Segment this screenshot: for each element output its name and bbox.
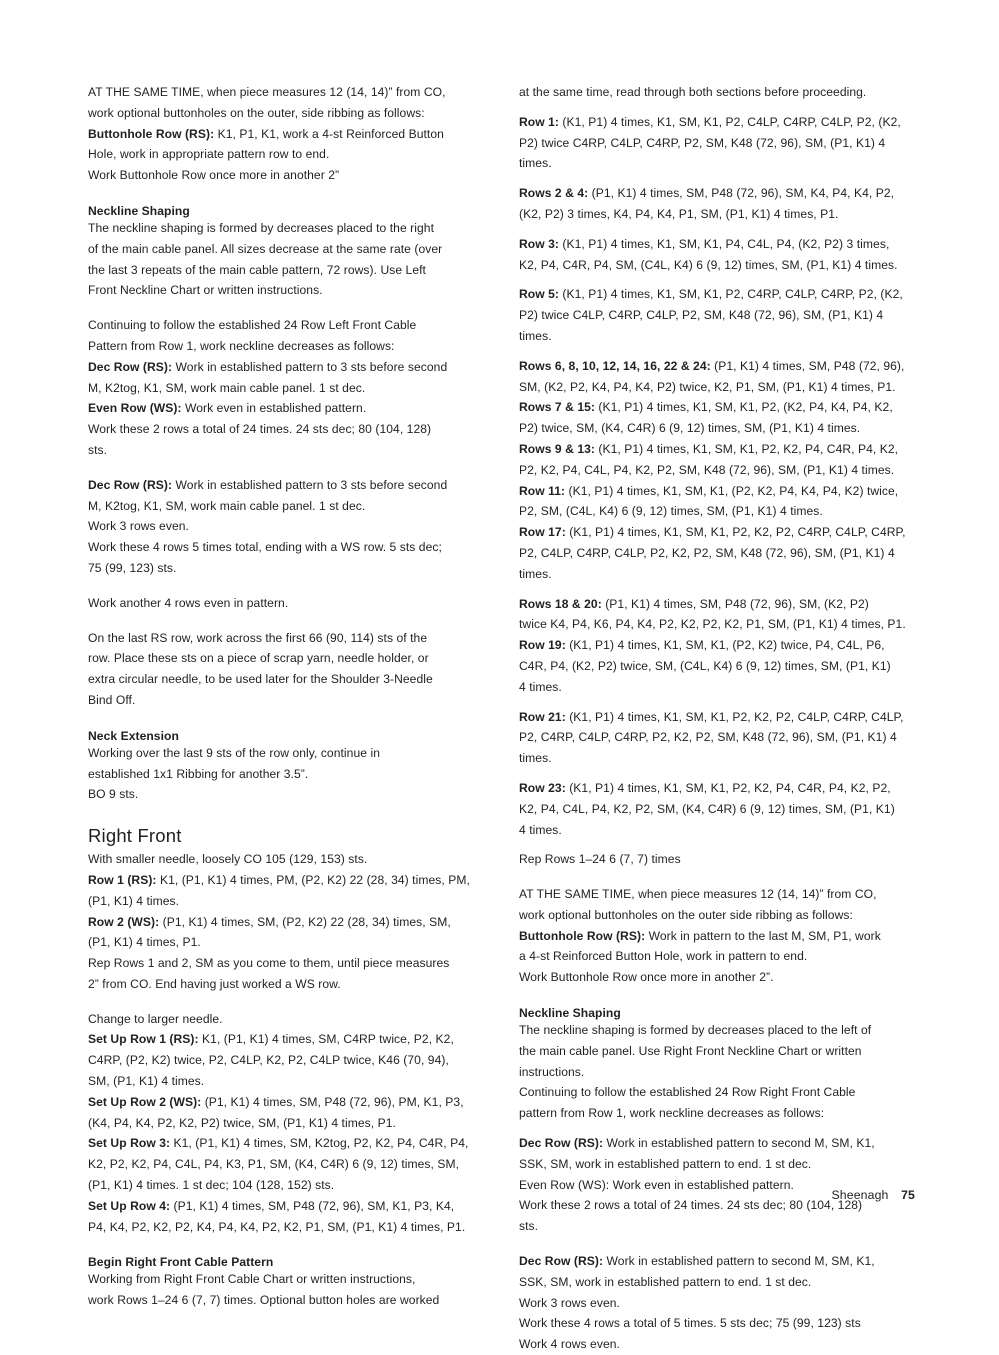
row-label: Rows 6, 8, 10, 12, 14, 16, 22 & 24: xyxy=(519,358,711,373)
text-line: SM, (P1, K1) 4 times. xyxy=(88,1074,205,1089)
text-line: the main cable panel. Use Right Front Neckline Chart or written xyxy=(519,1043,862,1058)
row-instruction-1 xyxy=(519,112,913,174)
text-line: a 4-st Reinforced Button Hole, work in pattern to end. xyxy=(519,949,808,964)
paragraph-same-time-buttonholes xyxy=(88,82,482,186)
text-line: SSK, SM, work in established pattern to end. 1 st dec. xyxy=(519,1274,812,1289)
text-line: (K1, P1) 4 times, K1, SM, K1, P2, K2, P2, C4RP, C4LP, C4RP, xyxy=(565,525,906,540)
row-label: Rows 9 & 13: xyxy=(519,441,595,456)
instruction-label: Dec Row (RS): xyxy=(88,359,173,374)
paragraph-neckline-intro xyxy=(88,218,482,301)
paragraph-dec-row-2-right xyxy=(519,1251,913,1313)
paragraph-continuing-left xyxy=(88,315,482,357)
row-label: Row 11: xyxy=(519,483,566,498)
row-instruction-21 xyxy=(519,707,913,769)
paragraph-work-these-2-rows xyxy=(88,419,482,461)
text-line: (K1, P1) 4 times, K1, SM, K1, P4, C4L, P4, (K2, P2) 3 times, xyxy=(559,236,890,251)
text-line: M, K2tog, K1, SM, work main cable panel. 1 st dec. xyxy=(88,498,366,513)
text-line: of the main cable panel. All sizes decrease at the same rate (over xyxy=(88,241,443,256)
row-label: Row 23: xyxy=(519,780,566,795)
text-line: Work Buttonhole Row once more in another 2”. xyxy=(519,970,774,985)
text-line: BO 9 sts. xyxy=(88,787,139,802)
text-line: established 1x1 Ribbing for another 3.5”. xyxy=(88,766,309,781)
text-line: Continuing to follow the established 24 Row Right Front Cable xyxy=(519,1085,856,1100)
row-label: Rows 18 & 20: xyxy=(519,596,602,611)
footer-page-number: 75 xyxy=(901,1188,915,1202)
paragraph-rep-rows: Rep Rows 1–24 6 (7, 7) times xyxy=(519,852,681,867)
text-line: K1, (P1, K1) 4 times, SM, K2tog, P2, K2, P4, C4R, P4, xyxy=(170,1136,469,1151)
instruction-label: Dec Row (RS): xyxy=(519,1254,604,1269)
text-line: instructions. xyxy=(519,1064,585,1079)
paragraph-begin-cable xyxy=(88,1269,482,1311)
paragraph-closing-right xyxy=(519,1313,913,1355)
text-line: Rep Rows 1 and 2, SM as you come to them, until piece measures xyxy=(88,956,450,971)
two-column-body xyxy=(88,82,914,1355)
instruction-label: Set Up Row 1 (RS): xyxy=(88,1032,199,1047)
text-line: (P1, K1) 4 times. 1 st dec; 104 (128, 152) sts. xyxy=(88,1178,335,1193)
instruction-label: Buttonhole Row (RS): xyxy=(519,928,646,943)
instruction-label: Even Row (WS): xyxy=(88,401,182,416)
text-line: M, K2tog, K1, SM, work main cable panel. 1 st dec. xyxy=(88,380,366,395)
paragraph-continuing-right xyxy=(519,1082,913,1124)
row-instruction-17 xyxy=(519,522,913,584)
text-line: Work these 4 rows a total of 5 times. 5 sts dec; 75 (99, 123) sts xyxy=(519,1316,861,1331)
text-line: K1, P1, K1, work a 4-st Reinforced Button xyxy=(214,126,444,141)
heading-neckline-shaping-right: Neckline Shaping xyxy=(519,1006,621,1021)
paragraph-intro-right xyxy=(519,82,913,103)
text-line: Work another 4 rows even in pattern. xyxy=(88,595,289,610)
text-line: K1, (P1, K1) 4 times, PM, (P2, K2) 22 (28, 34) times, PM, xyxy=(156,872,470,887)
row-label: Row 3: xyxy=(519,236,560,251)
instruction-label: Set Up Row 4: xyxy=(88,1198,171,1213)
text-line: (P1, K1) 4 times, SM, P48 (72, 96), SM, K4, P4, K4, P2, xyxy=(588,186,895,201)
text-line: Work Buttonhole Row once more in another 2” xyxy=(88,168,340,183)
text-line: (P1, K1) 4 times, P1. xyxy=(88,935,201,950)
text-line: Bind Off. xyxy=(88,692,136,707)
text-line: work optional buttonholes on the outer side ribbing as follows: xyxy=(519,907,853,922)
text-line: (K1, P1) 4 times, K1, SM, K1, P2, K2, P4, C4R, P4, K2, xyxy=(595,441,899,456)
text-line: P2, C4LP, C4RP, C4LP, P2, K2, P2, SM, K48 (72, 96), SM, (P1, K1) 4 xyxy=(519,545,895,560)
text-line: Work 3 rows even. xyxy=(88,519,189,534)
row-instruction-6-24 xyxy=(519,356,913,398)
text-line: pattern from Row 1, work neckline decreases as follows: xyxy=(519,1106,825,1121)
text-line: C4R, P4, (K2, P2) twice, SM, (C4L, K4) 6 (9, 12) times, SM, (P1, K1) xyxy=(519,658,891,673)
text-line: P2, SM, (C4L, K4) 6 (9, 12) times, SM, (P1, K1) 4 times. xyxy=(519,504,823,519)
text-line: Work in pattern to the last M, SM, P1, work xyxy=(645,928,881,943)
text-line: (P1, K1) 4 times. xyxy=(88,893,180,908)
text-line: Work these 2 rows a total of 24 times. 24 sts dec; 80 (104, 128) xyxy=(519,1198,863,1213)
text-line: Work these 2 rows a total of 24 times. 24 sts dec; 80 (104, 128) xyxy=(88,422,432,437)
footer-pattern-name: Sheenagh xyxy=(831,1188,889,1202)
paragraph-neckline-intro-right xyxy=(519,1020,913,1082)
text-line: (K1, P1) 4 times, K1, SM, K1, P2, (K2, P4, K4, P4, K2, xyxy=(595,400,893,415)
text-line: (P1, K1) 4 times, SM, P48 (72, 96), PM, K1, P3, xyxy=(201,1094,464,1109)
text-line: K1, (P1, K1) 4 times, SM, C4RP twice, P2, K2, xyxy=(198,1032,454,1047)
paragraph-even-row xyxy=(88,398,482,419)
paragraph-work-another xyxy=(88,593,482,614)
text-line: sts. xyxy=(88,442,108,457)
paragraph-dec-row-1 xyxy=(88,357,482,399)
paragraph-same-time-right xyxy=(519,884,913,988)
text-line: Pattern from Row 1, work neckline decreases as follows: xyxy=(88,338,395,353)
row-label: Row 5: xyxy=(519,287,560,302)
row-instruction-23 xyxy=(519,778,913,840)
text-line: With smaller needle, loosely CO 105 (129, 153) sts. xyxy=(88,852,368,867)
page-footer xyxy=(88,1188,915,1202)
row-instruction-11 xyxy=(519,481,913,523)
heading-neck-extension: Neck Extension xyxy=(88,728,179,743)
text-line: work optional buttonholes on the outer, side ribbing as follows: xyxy=(88,105,425,120)
heading-right-front: Right Front xyxy=(88,825,182,847)
row-instruction-5 xyxy=(519,284,913,346)
heading-neckline-shaping: Neckline Shaping xyxy=(88,203,190,218)
row-label: Row 19: xyxy=(519,638,566,653)
paragraph-dec-row-2 xyxy=(88,475,482,537)
text-line: work Rows 1–24 6 (7, 7) times. Optional button holes are worked xyxy=(88,1293,440,1308)
text-line: extra circular needle, to be used later for the Shoulder 3-Needle xyxy=(88,672,433,687)
text-line: times. xyxy=(519,566,552,581)
row-instruction-9-13 xyxy=(519,439,913,481)
text-line: (K4, P4, K4, P2, K2, P2) twice, SM, (P1, K1) 4 times, P1. xyxy=(88,1115,396,1130)
text-line: (K1, P1) 4 times, K1, SM, K1, P2, C4LP, C4RP, C4LP, P2, (K2, xyxy=(559,114,901,129)
text-line: K2, P4, C4L, P4, K2, P2, SM, (K4, C4R) 6 (9, 12) times, SM, (P1, K1) xyxy=(519,801,895,816)
text-line: P2) twice C4LP, C4RP, C4LP, P2, SM, K48 (72, 96), SM, (P1, K1) 4 xyxy=(519,308,884,323)
row-label: Rows 2 & 4: xyxy=(519,186,589,201)
text-line: at the same time, read through both sections before proceeding. xyxy=(519,85,867,99)
paragraph-dec-row-1-right xyxy=(519,1133,913,1175)
text-line: The neckline shaping is formed by decreases placed to the left of xyxy=(519,1023,872,1038)
paragraph-last-rs-row xyxy=(88,628,482,711)
text-line: P2) twice C4RP, C4LP, C4RP, P2, SM, K48 (72, 96), SM, (P1, K1) 4 xyxy=(519,135,886,150)
text-line: 4 times. xyxy=(519,822,562,837)
paragraph-work-these-4-rows xyxy=(88,537,482,579)
text-line: (P1, K1) 4 times, SM, P48 (72, 96), xyxy=(710,358,905,373)
text-line: P2, K2, P4, C4L, P4, K2, P2, SM, K48 (72, 96), SM, (P1, K1) 4 times. xyxy=(519,462,895,477)
text-line: K2, P4, C4R, P4, SM, (C4L, K4) 6 (9, 12) times, SM, (P1, K1) 4 times. xyxy=(519,257,898,272)
paragraph-change-needle: Change to larger needle. xyxy=(88,1011,223,1026)
text-line: Work in established pattern to 3 sts before second xyxy=(172,359,448,374)
text-line: (P1, K1) 4 times, SM, P48 (72, 96), SM, (K2, P2) xyxy=(601,596,869,611)
paragraph-set-up-rows xyxy=(88,1029,482,1237)
text-line: P2, C4RP, C4LP, C4RP, P2, K2, P2, SM, K48 (72, 96), SM, (P1, K1) 4 xyxy=(519,730,897,745)
text-line: Working from Right Front Cable Chart or written instructions, xyxy=(88,1272,416,1287)
text-line: Even Row (WS): Work even in established pattern. xyxy=(519,1177,794,1192)
right-column xyxy=(519,82,913,1355)
text-line: AT THE SAME TIME, when piece measures 12 (14, 14)” from CO, xyxy=(519,887,877,902)
text-line: Work in established pattern to 3 sts before second xyxy=(172,477,448,492)
text-line: The neckline shaping is formed by decreases placed to the right xyxy=(88,220,434,235)
text-line: 2” from CO. End having just worked a WS row. xyxy=(88,976,341,991)
row-instruction-19 xyxy=(519,635,913,697)
text-line: Work 4 rows even. xyxy=(519,1337,620,1352)
text-line: SM, (K2, P2, K4, P4, K4, P2) twice, K2, P1, SM, (P1, K1) 4 times, P1. xyxy=(519,379,896,394)
text-line: Work even in established pattern. xyxy=(181,401,367,416)
text-line: P4, K4, P2, K2, P2, K4, P4, K4, P2, K2, P1, SM, (P1, K1) 4 times, P1. xyxy=(88,1219,466,1234)
left-column xyxy=(88,82,482,1355)
text-line: 75 (99, 123) sts. xyxy=(88,560,177,575)
text-line: sts. xyxy=(519,1219,539,1234)
text-line: P2) twice, SM, (K4, C4R) 6 (9, 12) times, SM, (P1, K1) 4 times. xyxy=(519,421,861,436)
text-line: K2, P2, K2, P4, C4L, P4, K3, P1, SM, (K4, C4R) 6 (9, 12) times, SM, xyxy=(88,1157,460,1172)
text-line: (P1, K1) 4 times, SM, P48 (72, 96), SM, K1, P3, K4, xyxy=(170,1198,455,1213)
text-line: Working over the last 9 sts of the row only, continue in xyxy=(88,745,380,760)
paragraph-neck-extension xyxy=(88,743,482,805)
text-line: Work in established pattern to second M, SM, K1, xyxy=(603,1136,875,1151)
text-line: twice K4, P4, K6, P4, K4, P2, K2, P2, K2, P1, SM, (P1, K1) 4 times, P1. xyxy=(519,617,906,632)
text-line: Hole, work in appropriate pattern row to end. xyxy=(88,147,330,162)
text-line: (P1, K1) 4 times, SM, (P2, K2) 22 (28, 34) times, SM, xyxy=(159,914,451,929)
text-line: SSK, SM, work in established pattern to end. 1 st dec. xyxy=(519,1156,812,1171)
text-line: AT THE SAME TIME, when piece measures 12 (14, 14)” from CO, xyxy=(88,85,446,99)
paragraph-right-front-setup xyxy=(88,849,482,995)
text-line: (K1, P1) 4 times, K1, SM, K1, (P2, K2, P4, K4, P4, K2) twice, xyxy=(565,483,899,498)
heading-begin-right-front-cable-pattern: Begin Right Front Cable Pattern xyxy=(88,1255,274,1270)
text-line: times. xyxy=(519,751,552,766)
text-line: times. xyxy=(519,328,552,343)
text-line: On the last RS row, work across the first 66 (90, 114) sts of the xyxy=(88,630,428,645)
text-line: (K2, P2) 3 times, K4, P4, K4, P1, SM, (P1, K1) 4 times, P1. xyxy=(519,206,839,221)
text-line: times. xyxy=(519,156,552,171)
text-line: 4 times. xyxy=(519,679,562,694)
row-instruction-2-4 xyxy=(519,183,913,225)
text-line: Continuing to follow the established 24 Row Left Front Cable xyxy=(88,318,417,333)
text-line: the last 3 repeats of the main cable pattern, 72 rows). Use Left xyxy=(88,262,426,277)
instruction-label: Dec Row (RS): xyxy=(88,477,173,492)
instruction-label: Row 1 (RS): xyxy=(88,872,157,887)
text-line: C4RP, (P2, K2) twice, P2, C4LP, K2, P2, C4LP twice, K46 (70, 94), xyxy=(88,1053,449,1068)
row-label: Row 17: xyxy=(519,525,566,540)
instruction-label: Row 2 (WS): xyxy=(88,914,160,929)
text-line: Work in established pattern to second M, SM, K1, xyxy=(603,1254,875,1269)
text-line: (K1, P1) 4 times, K1, SM, K1, P2, K2, P2, C4LP, C4RP, C4LP, xyxy=(565,709,904,724)
text-line: Front Neckline Chart or written instructions. xyxy=(88,283,323,298)
text-line: row. Place these sts on a piece of scrap yarn, needle holder, or xyxy=(88,651,429,666)
text-line: (K1, P1) 4 times, K1, SM, K1, (P2, K2) twice, P4, C4L, P6, xyxy=(565,638,885,653)
text-line: Work 3 rows even. xyxy=(519,1295,620,1310)
row-instruction-18-20 xyxy=(519,594,913,636)
row-instruction-3 xyxy=(519,234,913,276)
row-label: Row 21: xyxy=(519,709,566,724)
row-instruction-7-15 xyxy=(519,397,913,439)
instruction-label: Buttonhole Row (RS): xyxy=(88,126,215,141)
text-line: (K1, P1) 4 times, K1, SM, K1, P2, C4RP, C4LP, C4RP, P2, (K2, xyxy=(559,287,903,302)
instruction-label: Dec Row (RS): xyxy=(519,1136,604,1151)
instruction-label: Set Up Row 2 (WS): xyxy=(88,1094,202,1109)
row-label: Rows 7 & 15: xyxy=(519,400,595,415)
text-line: Work these 4 rows 5 times total, ending with a WS row. 5 sts dec; xyxy=(88,540,442,555)
text-line: (K1, P1) 4 times, K1, SM, K1, P2, K2, P4, C4R, P4, K2, P2, xyxy=(565,780,891,795)
row-label: Row 1: xyxy=(519,114,560,129)
instruction-label: Set Up Row 3: xyxy=(88,1136,171,1151)
